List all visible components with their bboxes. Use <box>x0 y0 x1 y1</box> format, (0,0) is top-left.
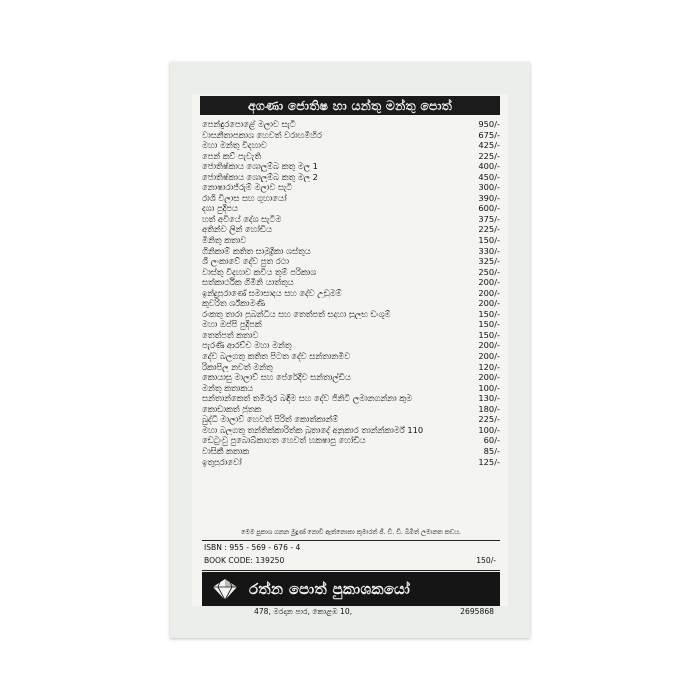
price-list-row <box>202 319 500 330</box>
book-title: වාසිකී කතාක <box>202 445 249 456</box>
price-list-row <box>202 362 500 373</box>
price-list-row <box>202 193 500 204</box>
price-list-row <box>202 457 500 468</box>
book-title: වාසනීතාපකාශ හෙවත් වරාහමිහිර <box>202 129 322 140</box>
book-title: හත් අවියේ දේශ සැටීම <box>202 213 282 224</box>
book-title: පැරණි ආරච්ච මහා මන්තු <box>202 340 292 351</box>
publisher-phone: 2695868 <box>460 607 494 616</box>
price-list-row <box>202 224 500 235</box>
book-price: 200/- <box>478 298 500 309</box>
book-price: 150/- <box>478 319 500 330</box>
book-price: 125/- <box>478 456 500 467</box>
book-title: රිකාපිල නවත් මන්තු <box>202 361 273 372</box>
book-price: 300/- <box>478 182 500 193</box>
book-title: රංකතු තාරා පුබන්ධිය සහ තෙත්පත් සදහා සුලභ ඩංශුම් <box>202 308 391 319</box>
book-title: මිනිතු කතාව <box>202 235 247 246</box>
diamond-logo-icon <box>205 574 245 604</box>
book-title: ජොතිෂ්කාය ශොලුම්බ කතු මල 1 <box>202 161 318 172</box>
book-title: බුද්ධි මාලාව් හෙවත් පිරිත් කොත්කාන්ම් <box>202 414 339 425</box>
book-price: 330/- <box>478 245 500 256</box>
book-title: කොයාසු මාලාව් සහ පේරේදීව සන්තාල්ඩිය <box>202 372 351 383</box>
publisher-address-row <box>202 606 500 617</box>
price-list-row <box>202 203 500 214</box>
book-price: 450/- <box>478 171 500 182</box>
price-list-row <box>202 214 500 225</box>
price-list <box>202 119 500 467</box>
book-title: ගිනිකාම් කතිත සාමුද්‍රිකා ශස්තුය <box>202 245 311 256</box>
book-title: සත්කාර්ථික ගිමිනි යාත්තුය <box>202 277 294 288</box>
price-list-row <box>202 404 500 415</box>
book-title: සන්තාන්කෙත් තමිරුර බඳීම සහ දේව ජිනිටි ලමානගන්නා කුම <box>202 393 412 404</box>
price-list-row <box>202 140 500 151</box>
book-price: 390/- <box>478 192 500 203</box>
price-list-row <box>202 277 500 288</box>
price-list-row <box>202 383 500 394</box>
price-list-row <box>202 446 500 457</box>
price-list-row <box>202 246 500 257</box>
book-title: පෙන්ඳුරපොළේ මලාව සැටි <box>202 119 296 129</box>
book-title: ඩෙටුංවු පුබොබ්කාගත හෙවත් හකෂාපු හෝඩිය <box>202 435 366 446</box>
book-title: මහා මන්තු විදහාව <box>202 140 267 151</box>
book-price: 60/- <box>483 435 500 446</box>
book-price: 200/- <box>478 340 500 351</box>
book-title: වාස්තු විදහාව කවිය තුම් පරිකාශ <box>202 266 317 277</box>
book-price: 225/- <box>478 224 500 235</box>
book-title: ඉන්දුපුරාණේ සමාසාදය සහ දේව උඩුමම් <box>202 287 342 298</box>
book-price: 200/- <box>478 351 500 362</box>
book-price: 325/- <box>478 256 500 267</box>
book-title: දේව බලගතු කතිත පිටත දේව සන්තානමිව <box>202 351 351 362</box>
price-list-row <box>202 330 500 341</box>
price-list-row <box>202 288 500 299</box>
price-list-row <box>202 119 500 130</box>
publisher-banner <box>202 572 500 606</box>
divider-bottom <box>202 570 500 571</box>
price-list-row <box>202 425 500 436</box>
footnote-text: මෙම පුකාශ ගනන මුදුණ් නොවී ඇත්නොකා කුමාරත් ජී. ඩී. ඩී. බිමිත් ලමානත කඩය. <box>241 529 461 536</box>
price-list-row <box>202 267 500 278</box>
publisher-address: 478, මරදාන පාර, කොළඹ 10, <box>254 607 353 616</box>
book-title: පෙන් කව් පැවැති <box>202 150 261 161</box>
book-title: රාශි විලාස සහ ගුහායෝ <box>202 192 287 203</box>
book-price: 375/- <box>478 213 500 224</box>
price-list-row <box>202 309 500 320</box>
price-list-row <box>202 172 500 183</box>
book-code-label: BOOK CODE: 139250 <box>204 556 285 565</box>
publisher-name: රත්න පොත් පුකාශකයෝ <box>249 580 411 598</box>
book-price: 225/- <box>478 414 500 425</box>
book-price: 250/- <box>478 266 500 277</box>
price-list-row <box>202 340 500 351</box>
book-price: 200/- <box>478 277 500 288</box>
book-back-cover-page <box>192 94 508 616</box>
book-title: දශා පුදීපය <box>202 203 238 214</box>
price-list-row <box>202 372 500 383</box>
price-list-row <box>202 256 500 267</box>
book-price: 600/- <box>478 203 500 214</box>
book-title: අතින්ව ලින් හෝඩිය <box>202 224 272 235</box>
catalog-title: අගණා ජොතිෂ හා යන්තු මන්තු පොත් <box>200 96 500 115</box>
price-list-row <box>202 435 500 446</box>
book-price: 100/- <box>478 382 500 393</box>
book-price: 675/- <box>478 129 500 140</box>
book-price: 130/- <box>478 393 500 404</box>
book-price: 950/- <box>478 119 500 129</box>
book-price: 180/- <box>478 403 500 414</box>
book-title: ශී ලංකාවේ දේව පුත රථා <box>202 256 290 267</box>
book-price: 100/- <box>478 424 500 435</box>
book-title: තෙත්පත් කතාව <box>202 329 259 340</box>
book-price: 425/- <box>478 140 500 151</box>
book-price: 150/- <box>478 235 500 246</box>
book-price: 225/- <box>478 150 500 161</box>
book-title: කොඩාකත් ජුතක <box>202 403 262 414</box>
price-list-row <box>202 351 500 362</box>
price-list-row <box>202 298 500 309</box>
book-price: 150/- <box>478 329 500 340</box>
book-title: මහා බලගතු තන්තික්කාරිත්ක බුතාදේ අනුකාර තාන්න්කාර්ම් 110 <box>202 424 424 435</box>
book-price: 150/- <box>478 308 500 319</box>
price-list-row <box>202 414 500 425</box>
book-title: මහා ඔප්පි පුදීපක් <box>202 319 262 330</box>
book-price: 200/- <box>478 372 500 383</box>
book-title: නොෂාරාජ්රුම් මලාව සැටි <box>202 182 293 193</box>
book-title: ජොතිෂ්කාය ශොලුම්බ කතු මල 2 <box>202 171 318 182</box>
book-title: කුවරිත ර්ශ්කාමණි <box>202 298 265 309</box>
book-price: 120/- <box>478 361 500 372</box>
book-title: ඉතුපුරාවෝ <box>202 456 242 467</box>
book-back-cover <box>170 62 530 638</box>
price-list-row <box>202 182 500 193</box>
list-price-label: 150/- <box>476 556 496 565</box>
price-list-row <box>202 151 500 162</box>
book-title: මන්තු කතාකය <box>202 382 253 393</box>
price-list-row <box>202 161 500 172</box>
price-list-row <box>202 130 500 141</box>
price-list-row <box>202 235 500 246</box>
divider-top <box>202 540 500 541</box>
book-price: 85/- <box>483 445 500 456</box>
price-list-row <box>202 393 500 404</box>
isbn-label: ISBN : 955 - 569 - 676 - 4 <box>204 543 301 552</box>
book-price: 200/- <box>478 287 500 298</box>
book-price: 400/- <box>478 161 500 172</box>
